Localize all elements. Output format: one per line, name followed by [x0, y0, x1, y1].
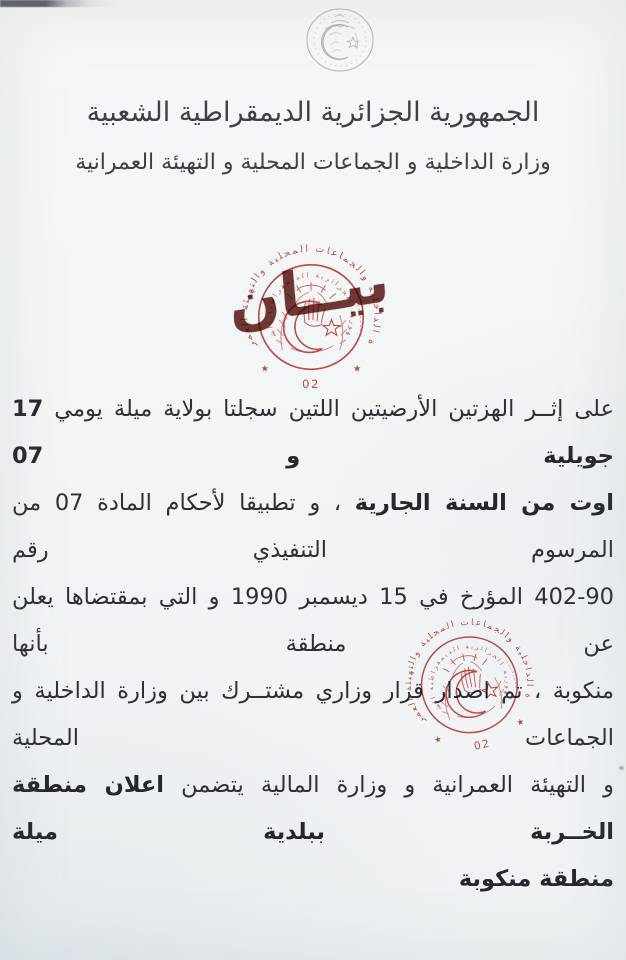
body-line-6: منطقة منكوبة: [458, 866, 614, 892]
body-line-1: على إثــر الهزتين الأرضيتين اللتين سجلتا بولاية ميلة يومي 17 جويلية و 07: [12, 396, 614, 469]
handwritten-bayan: بيــان: [226, 245, 392, 341]
body-line-2: اوت من السنة الجارية ، و تطبيقا لأحكام المادة 07 من المرسوم التنفيذي رقم: [12, 490, 614, 563]
header-ministry-title: وزارة الداخلية و الجماعات المحلية و التهيئة العمرانية: [75, 150, 551, 175]
body-line-5: و التهيئة العمرانية و وزارة المالية يتضمن اعلان منطقة الخــربة ببلدية ميلة: [12, 772, 615, 845]
body-line-3: 402-90 المؤرخ في 15 ديسمبر 1990 و التي بمقتضاها يعلن عن منطقة بأنها: [12, 584, 614, 657]
scan-artifact-speck: [619, 766, 624, 770]
national-emblem-icon: [301, 5, 379, 77]
body-line-4: منكوبة ، تم اصدار قرار وزاري مشتــرك بين وزارة الداخلية و الجماعات المحلية: [12, 678, 614, 751]
header-republic-title: الجمهورية الجزائرية الديمقراطية الشعبية: [86, 97, 540, 128]
scan-artifact-streak: [0, 0, 120, 7]
ministry-stamp-bottom: [380, 594, 558, 772]
